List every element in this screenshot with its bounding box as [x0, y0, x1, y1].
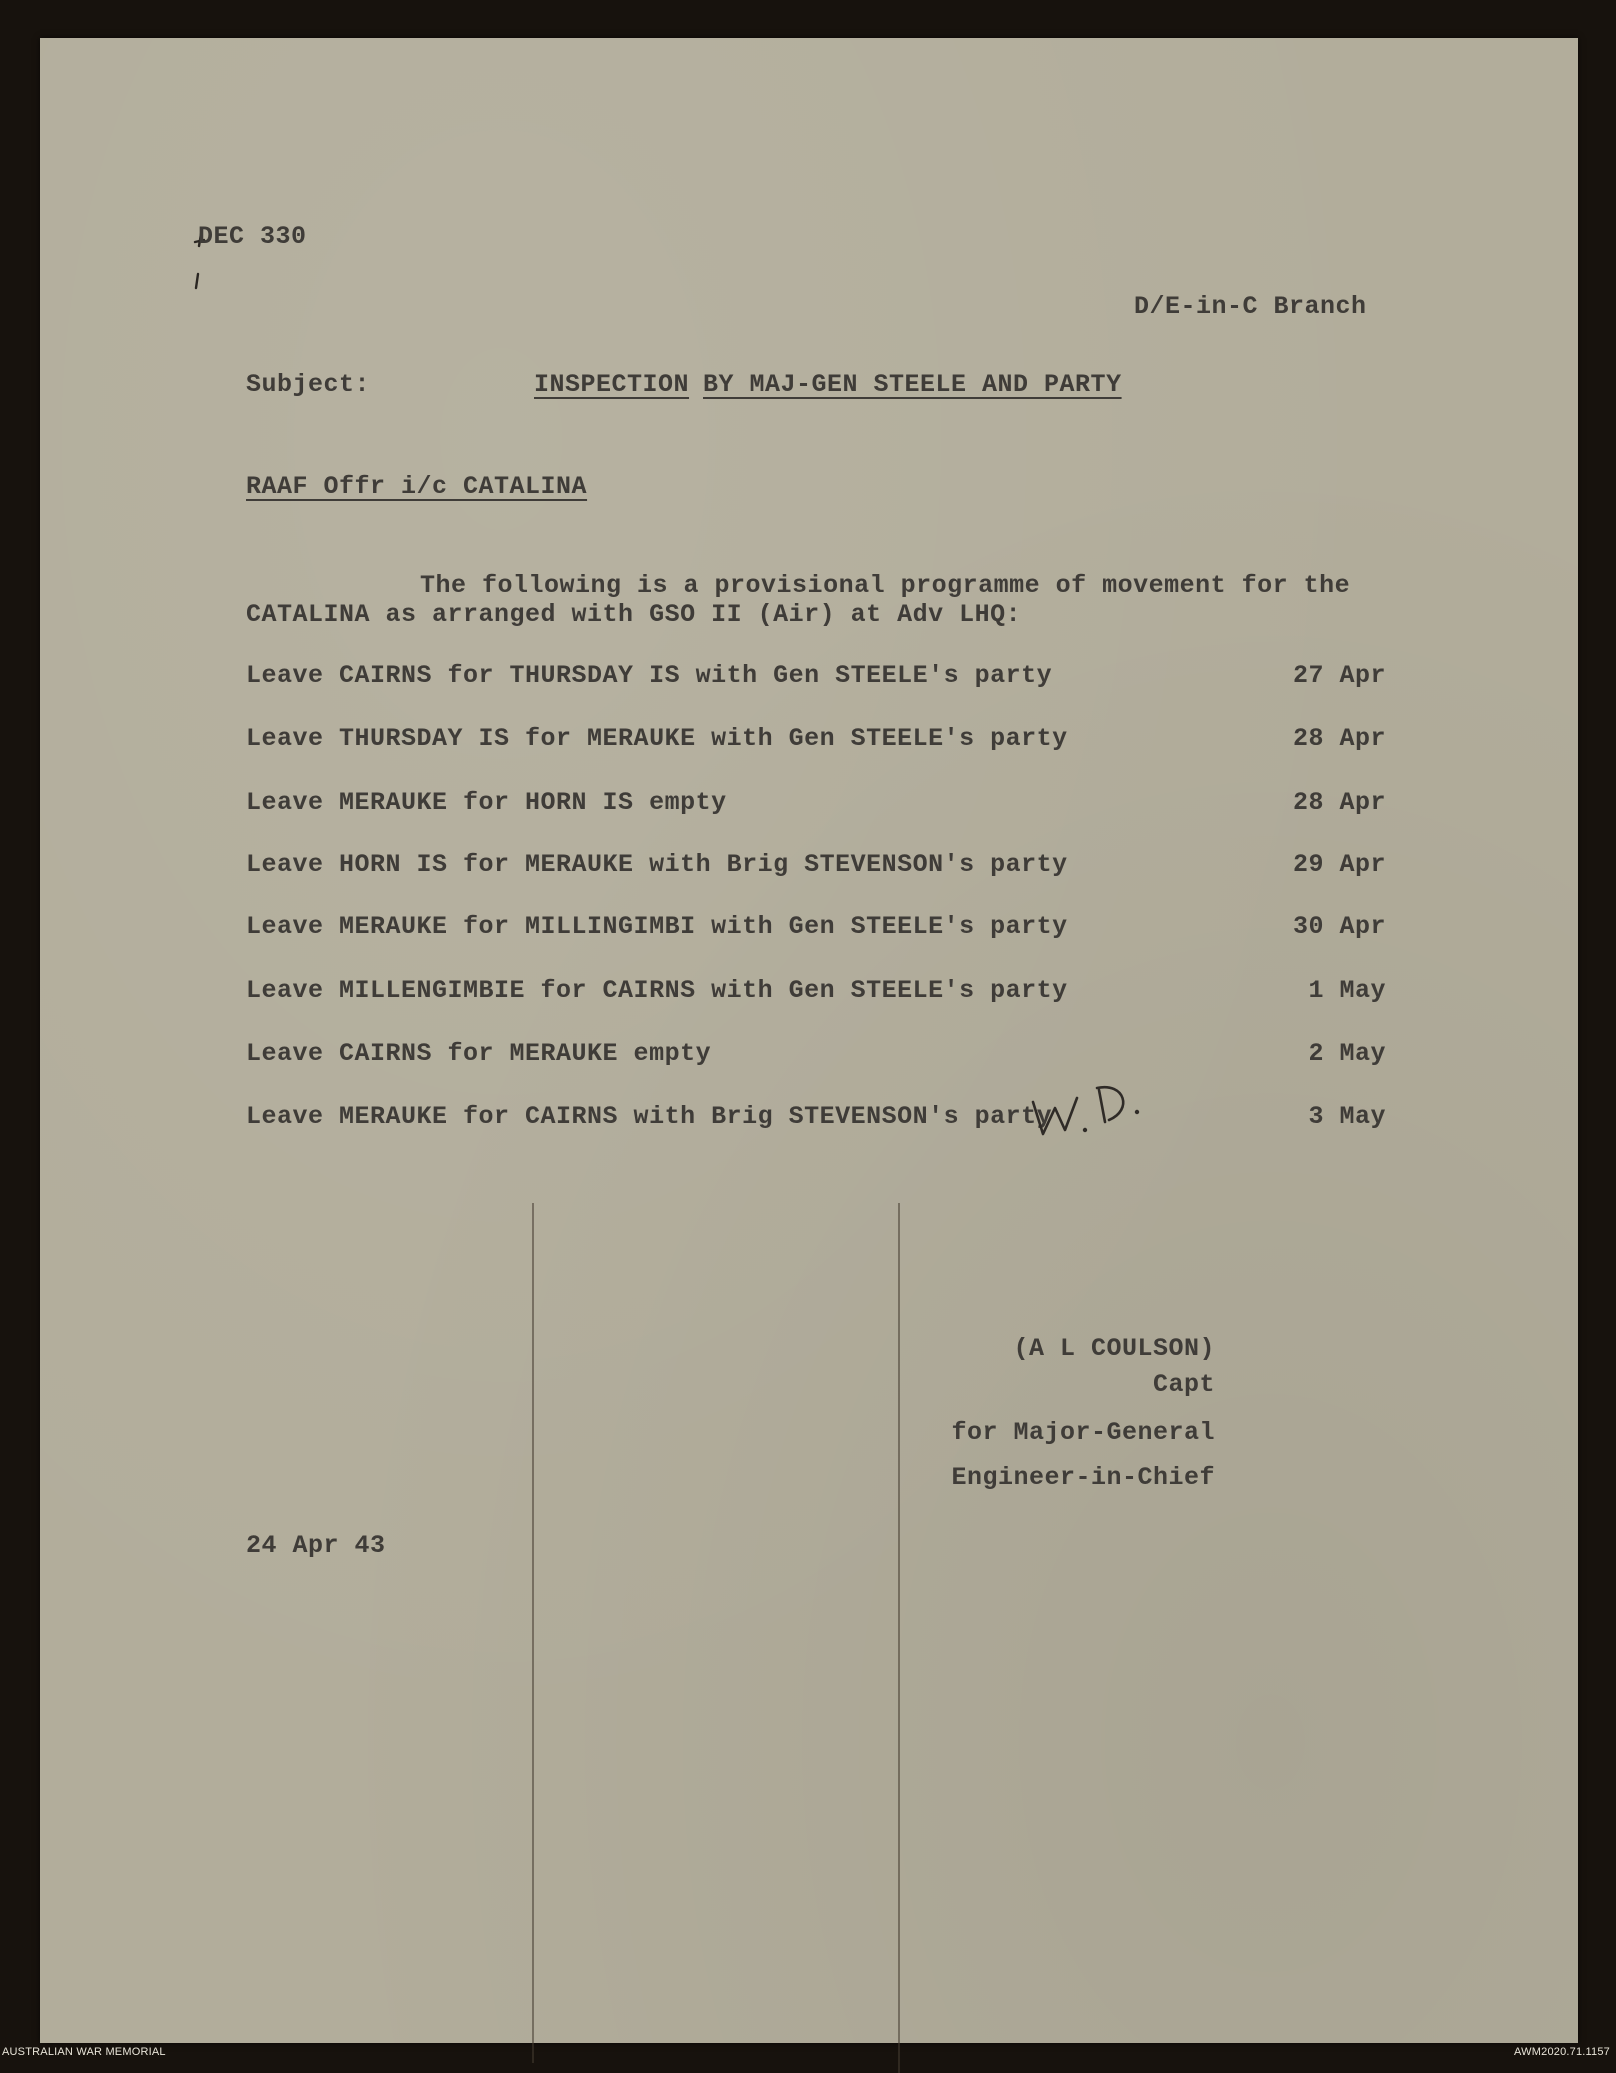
- schedule-row: [246, 724, 1386, 760]
- subject-part-2: BY MAJ-GEN STEELE AND PARTY: [703, 370, 1122, 399]
- document-date: 24 Apr 43: [246, 1531, 386, 1560]
- schedule-date: 28 Apr: [1292, 788, 1386, 817]
- signatory-rank: Capt: [1152, 1370, 1215, 1399]
- signatory-for-line: for Major-General: [951, 1418, 1215, 1447]
- schedule-date: 28 Apr: [1292, 724, 1386, 753]
- schedule-description: Leave MERAUKE for HORN IS empty: [246, 788, 727, 817]
- schedule-date: 30 Apr: [1292, 912, 1386, 941]
- schedule-description: Leave CAIRNS for THURSDAY IS with Gen STEELE's party: [246, 661, 1053, 690]
- schedule-description: Leave THURSDAY IS for MERAUKE with Gen STEELE's party: [246, 724, 1068, 753]
- fold-crease-right: [898, 1203, 900, 2073]
- intro-line-1: The following is a provisional programme of movement for the: [420, 571, 1351, 600]
- fold-crease-left: [532, 1203, 534, 2063]
- schedule-row: [246, 912, 1386, 948]
- footer-accession-number: AWM2020.71.1157: [1514, 2046, 1610, 2058]
- branch-heading: D/E-in-C Branch: [1134, 292, 1367, 321]
- handwritten-initials: [1025, 1068, 1155, 1148]
- schedule-row: [246, 850, 1386, 886]
- schedule-row: [246, 788, 1386, 824]
- footer-institution: AUSTRALIAN WAR MEMORIAL: [2, 2046, 166, 2058]
- schedule-row: [246, 976, 1386, 1012]
- schedule-date: 29 Apr: [1292, 850, 1386, 879]
- schedule-description: Leave MERAUKE for CAIRNS with Brig STEVENSON's party: [246, 1102, 1053, 1131]
- subject-part-1: INSPECTION: [534, 370, 690, 399]
- schedule-description: Leave CAIRNS for MERAUKE empty: [246, 1039, 712, 1068]
- intro-line-2: CATALINA as arranged with GSO II (Air) at Adv LHQ:: [246, 600, 1022, 629]
- schedule-description: Leave MILLENGIMBIE for CAIRNS with Gen STEELE's party: [246, 976, 1068, 1005]
- schedule-row: [246, 1102, 1386, 1138]
- schedule-date: 1 May: [1308, 976, 1386, 1005]
- schedule-date: 2 May: [1308, 1039, 1386, 1068]
- signatory-title: Engineer-in-Chief: [951, 1463, 1215, 1492]
- subject-label: Subject:: [246, 370, 371, 399]
- schedule-row: [246, 1039, 1386, 1075]
- signatory-name: (A L COULSON): [1013, 1334, 1215, 1363]
- addressee: RAAF Offr i/c CATALINA: [246, 472, 588, 501]
- file-reference: DEC 330: [198, 222, 307, 251]
- schedule-description: Leave MERAUKE for MILLINGIMBI with Gen STEELE's party: [246, 912, 1068, 941]
- document-page: [40, 38, 1578, 2043]
- schedule-date: 3 May: [1308, 1102, 1386, 1131]
- schedule-row: [246, 661, 1386, 697]
- schedule-date: 27 Apr: [1292, 661, 1386, 690]
- schedule-description: Leave HORN IS for MERAUKE with Brig STEVENSON's party: [246, 850, 1068, 879]
